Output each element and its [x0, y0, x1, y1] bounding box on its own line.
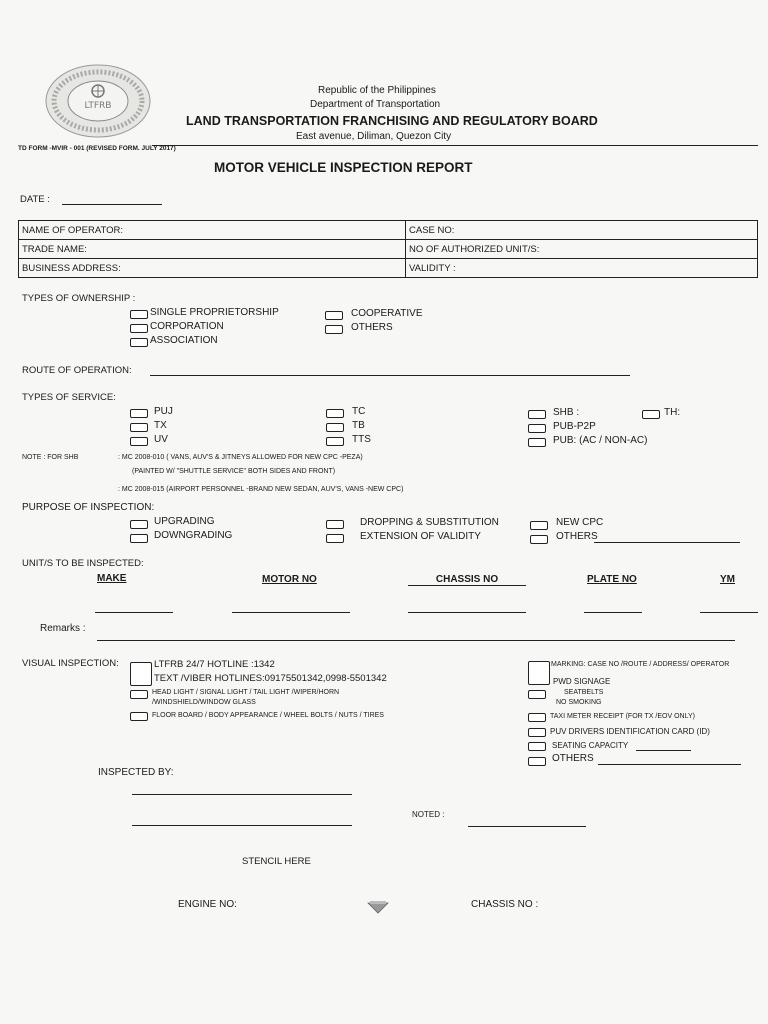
pub-checkbox[interactable] [528, 438, 546, 447]
chassis-no-field[interactable] [408, 612, 526, 613]
seating-capacity-label: SEATING CAPACITY [552, 741, 629, 750]
corporation-checkbox[interactable] [130, 324, 148, 333]
uv-label: UV [154, 434, 168, 445]
date-label: DATE : [20, 194, 50, 205]
others-purpose-field[interactable] [594, 542, 740, 543]
motor-no-field[interactable] [232, 612, 350, 613]
puj-label: PUJ [154, 406, 173, 417]
pwd-signage-label: PWD SIGNAGE [553, 677, 611, 686]
marking-label: MARKING: CASE NO /ROUTE / ADDRESS/ OPERATOR [551, 661, 730, 668]
floorboard-checkbox[interactable] [130, 712, 148, 721]
purpose-label: PURPOSE OF INSPECTION: [22, 502, 155, 513]
single-proprietorship-checkbox[interactable] [130, 310, 148, 319]
header-republic: Republic of the Philippines [318, 85, 436, 96]
downgrading-label: DOWNGRADING [154, 530, 233, 541]
name-of-operator-cell[interactable]: NAME OF OPERATOR: [19, 221, 406, 240]
route-label: ROUTE OF OPERATION: [22, 365, 132, 376]
note-line-3: : MC 2008-015 (AIRPORT PERSONNEL -BRAND NEW SEDAN, AUV'S, VANS -NEW CPC) [118, 486, 404, 493]
windshield-label: /WINDSHIELD/WINDOW GLASS [152, 699, 256, 706]
others-visual-label: OTHERS [552, 753, 594, 764]
tc-label: TC [352, 406, 366, 417]
dropping-substitution-checkbox[interactable] [326, 520, 344, 529]
seatbelts-label: SEATBELTS [564, 689, 604, 696]
hotline-text: LTFRB 24/7 HOTLINE :1342 [154, 659, 275, 670]
header-agency: LAND TRANSPORTATION FRANCHISING AND REGULATORY BOARD [186, 114, 598, 128]
single-proprietorship-label: SINGLE PROPRIETORSHIP [150, 307, 279, 318]
business-address-cell[interactable]: BUSINESS ADDRESS: [19, 259, 406, 278]
association-checkbox[interactable] [130, 338, 148, 347]
tx-label: TX [154, 420, 167, 431]
tb-checkbox[interactable] [326, 423, 344, 432]
tx-checkbox[interactable] [130, 423, 148, 432]
note-line-2: (PAINTED W/ "SHUTTLE SERVICE" BOTH SIDES AND FRONT) [132, 468, 336, 475]
pub-label: PUB: (AC / NON-AC) [553, 435, 648, 446]
taxi-meter-label: TAXI METER RECEIPT (FOR TX /EOV ONLY) [550, 713, 695, 720]
corporation-label: CORPORATION [150, 321, 224, 332]
seatbelts-checkbox[interactable] [528, 690, 546, 699]
table-row [19, 259, 758, 278]
inspector-signature-line-2[interactable] [132, 825, 352, 826]
trade-name-cell[interactable]: TRADE NAME: [19, 240, 406, 259]
form-code: TD FORM -MVIR - 001 (REVISED FORM. JULY 2017) [18, 145, 176, 152]
page-title: MOTOR VEHICLE INSPECTION REPORT [214, 160, 473, 175]
cooperative-checkbox[interactable] [325, 311, 343, 320]
remarks-label: Remarks : [40, 623, 86, 634]
chassis-no-column-header: CHASSIS NO [408, 574, 526, 586]
units-label: UNIT/S TO BE INSPECTED: [22, 558, 144, 569]
seal-text: LTFRB [84, 101, 112, 111]
make-column-header: MAKE [97, 573, 127, 584]
puv-id-label: PUV DRIVERS IDENTIFICATION CARD (ID) [550, 727, 710, 736]
th-checkbox[interactable] [642, 410, 660, 419]
lights-label: HEAD LIGHT / SIGNAL LIGHT / TAIL LIGHT /WIPER/HORN [152, 689, 340, 696]
note-line-1: : MC 2008-010 ( VANS, AUV'S & JITNEYS ALLOWED FOR NEW CPC -PEZA) [118, 454, 363, 461]
viber-hotline-text: TEXT /VIBER HOTLINES:09175501342,0998-5501342 [154, 673, 387, 684]
others-visual-checkbox[interactable] [528, 757, 546, 766]
pub-p2p-checkbox[interactable] [528, 424, 546, 433]
shb-label: SHB : [553, 407, 580, 418]
dropping-substitution-label: DROPPING & SUBSTITUTION [360, 517, 499, 528]
pub-p2p-label: PUB-P2P [553, 421, 596, 432]
ownership-label: TYPES OF OWNERSHIP : [22, 293, 136, 304]
marking-checkbox[interactable] [528, 661, 550, 685]
association-label: ASSOCIATION [150, 335, 218, 346]
floorboard-label: FLOOR BOARD / BODY APPEARANCE / WHEEL BOLTS / NUTS / TIRES [152, 712, 384, 719]
tb-label: TB [352, 420, 365, 431]
arrow-down-icon [366, 900, 390, 914]
ym-field[interactable] [700, 612, 758, 613]
puj-checkbox[interactable] [130, 409, 148, 418]
ym-column-header: YM [720, 574, 735, 585]
extension-validity-checkbox[interactable] [326, 534, 344, 543]
service-label: TYPES OF SERVICE: [22, 392, 116, 403]
puv-id-checkbox[interactable] [528, 728, 546, 737]
inspected-by-label: INSPECTED BY: [98, 767, 174, 778]
plate-no-field[interactable] [584, 612, 642, 613]
uv-checkbox[interactable] [130, 437, 148, 446]
others-ownership-checkbox[interactable] [325, 325, 343, 334]
date-field[interactable] [62, 204, 162, 205]
new-cpc-label: NEW CPC [556, 517, 604, 528]
extension-validity-label: EXTENSION OF VALIDITY [360, 531, 481, 542]
inspector-signature-line-1[interactable] [132, 794, 352, 795]
case-no-cell[interactable]: CASE NO: [406, 221, 758, 240]
route-field[interactable] [150, 375, 630, 376]
others-visual-field[interactable] [598, 764, 741, 765]
hotline-checkbox[interactable] [130, 662, 152, 686]
cooperative-label: COOPERATIVE [351, 308, 423, 319]
operator-info-table [18, 220, 758, 278]
downgrading-checkbox[interactable] [130, 534, 148, 543]
motor-no-column-header: MOTOR NO [262, 574, 317, 585]
remarks-field[interactable] [97, 640, 735, 641]
header-department: Department of Transportation [310, 99, 441, 110]
noted-label: NOTED : [412, 810, 445, 819]
engine-no-label: ENGINE NO: [178, 899, 237, 910]
seating-capacity-field[interactable] [636, 750, 691, 751]
header-rule [152, 145, 758, 146]
authorized-units-cell[interactable]: NO OF AUTHORIZED UNIT/S: [406, 240, 758, 259]
others-ownership-label: OTHERS [351, 322, 393, 333]
upgrading-checkbox[interactable] [130, 520, 148, 529]
visual-inspection-label: VISUAL INSPECTION: [22, 658, 119, 669]
seating-capacity-checkbox[interactable] [528, 742, 546, 751]
new-cpc-checkbox[interactable] [530, 521, 548, 530]
plate-no-column-header: PLATE NO [587, 574, 637, 585]
taxi-meter-checkbox[interactable] [528, 713, 546, 722]
chassis-no-stencil-label: CHASSIS NO : [471, 899, 539, 910]
shb-checkbox[interactable] [528, 410, 546, 419]
tts-checkbox[interactable] [326, 437, 344, 446]
header-address: East avenue, Diliman, Quezon City [296, 131, 452, 142]
ltfrb-seal-logo [44, 63, 152, 139]
others-purpose-checkbox[interactable] [530, 535, 548, 544]
make-field[interactable] [95, 612, 173, 613]
th-label: TH: [664, 407, 681, 418]
validity-cell[interactable]: VALIDITY : [406, 259, 758, 278]
note-label: NOTE : FOR SHB [22, 454, 79, 461]
no-smoking-label: NO SMOKING [556, 699, 602, 706]
noted-signature-line[interactable] [468, 826, 586, 827]
tc-checkbox[interactable] [326, 409, 344, 418]
tts-label: TTS [352, 434, 371, 445]
upgrading-label: UPGRADING [154, 516, 215, 527]
others-purpose-label: OTHERS [556, 531, 598, 542]
stencil-label: STENCIL HERE [242, 856, 311, 867]
table-row [19, 221, 758, 240]
lights-checkbox[interactable] [130, 690, 148, 699]
table-row [19, 240, 758, 259]
